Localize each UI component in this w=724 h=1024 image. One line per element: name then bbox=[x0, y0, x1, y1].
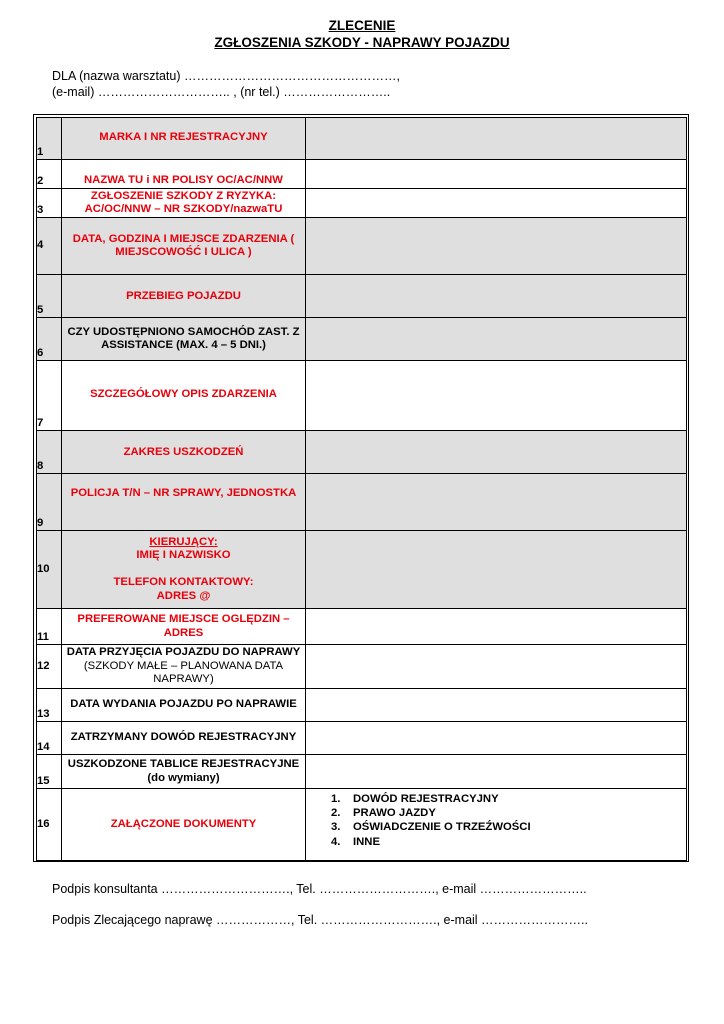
field-damage-scope[interactable] bbox=[306, 431, 687, 474]
field-mileage[interactable] bbox=[306, 275, 687, 318]
row-label-police: POLICJA T/N – NR SPRAWY, JEDNOSTKA bbox=[62, 474, 306, 531]
field-insurer-policy[interactable] bbox=[306, 160, 687, 189]
form-subtitle: ZGŁOSZENIA SZKODY - NAPRAWY POJAZDU bbox=[214, 35, 510, 50]
table-row bbox=[37, 318, 687, 361]
row-number: 5 bbox=[37, 275, 62, 318]
row-number: 16 bbox=[37, 789, 62, 861]
row-number: 6 bbox=[37, 318, 62, 361]
row-number: 2 bbox=[37, 160, 62, 189]
row-number: 1 bbox=[37, 118, 62, 160]
field-police[interactable] bbox=[306, 474, 687, 531]
row-number: 9 bbox=[37, 474, 62, 531]
row-label-damage-scope: ZAKRES USZKODZEŃ bbox=[62, 431, 306, 474]
row-number: 8 bbox=[37, 431, 62, 474]
table-row bbox=[37, 431, 687, 474]
consultant-signature-line[interactable]: Podpis konsultanta …………………………., Tel. ………………………., e-mail …………………….. bbox=[52, 882, 587, 896]
row-number: 4 bbox=[37, 218, 62, 275]
row-label-date-place: DATA, GODZINA I MIEJSCE ZDARZENIA ( MIEJSCOWOŚĆ I ULICA ) bbox=[62, 218, 306, 275]
row-label-damaged-plates: USZKODZONE TABLICE REJESTRACYJNE (do wymiany) bbox=[62, 755, 306, 789]
row-number: 3 bbox=[37, 189, 62, 218]
claim-form-table bbox=[36, 117, 687, 861]
row-label-claim-risk: ZGŁOSZENIE SZKODY Z RYZYKA: AC/OC/NNW – NR SZKODY/nazwaTU bbox=[62, 189, 306, 218]
row-number: 12 bbox=[37, 645, 62, 689]
driver-phone-label: TELEFON KONTAKTOWY: bbox=[113, 576, 254, 589]
row-label-retained-registration: ZATRZYMANY DOWÓD REJESTRACYJNY bbox=[62, 722, 306, 755]
field-registration[interactable] bbox=[306, 118, 687, 160]
table-row bbox=[37, 755, 687, 789]
table-row bbox=[37, 689, 687, 722]
row-label-description: SZCZEGÓŁOWY OPIS ZDARZENIA bbox=[62, 361, 306, 431]
table-row bbox=[37, 275, 687, 318]
table-row bbox=[37, 531, 687, 609]
driver-heading: KIERUJĄCY: bbox=[149, 535, 218, 548]
row-label-driver bbox=[62, 531, 306, 609]
table-row bbox=[37, 189, 687, 218]
admission-date-label-bold: DATA PRZYJĘCIA POJAZDU DO NAPRAWY bbox=[66, 646, 301, 659]
field-replacement-car[interactable] bbox=[306, 318, 687, 361]
field-release-date[interactable] bbox=[306, 689, 687, 722]
field-retained-registration[interactable] bbox=[306, 722, 687, 755]
list-item: 1. DOWÓD REJESTRACYJNY bbox=[331, 793, 499, 805]
table-row bbox=[37, 118, 687, 160]
field-damaged-plates[interactable] bbox=[306, 755, 687, 789]
driver-email-label: ADRES @ bbox=[156, 589, 211, 602]
attached-documents-cell bbox=[306, 789, 687, 861]
row-number: 15 bbox=[37, 755, 62, 789]
row-label-mileage: PRZEBIEG POJAZDU bbox=[62, 275, 306, 318]
admission-date-label-note: (SZKODY MAŁE – PLANOWANA DATA NAPRAWY) bbox=[83, 659, 284, 686]
field-driver[interactable] bbox=[306, 531, 687, 609]
row-label-attached-documents: ZAŁĄCZONE DOKUMENTY bbox=[62, 789, 306, 861]
row-label-insurer-policy: NAZWA TU i NR POLISY OC/AC/NNW bbox=[62, 160, 306, 189]
row-number: 11 bbox=[37, 609, 62, 645]
workshop-contact-line[interactable]: (e-mail) ………………………….. , (nr tel.) …………………….. bbox=[52, 85, 391, 99]
field-admission-date[interactable] bbox=[306, 645, 687, 689]
table-row bbox=[37, 474, 687, 531]
table-row bbox=[37, 722, 687, 755]
table-row bbox=[37, 789, 687, 861]
attached-documents-list bbox=[306, 789, 686, 849]
workshop-name-line[interactable]: DLA (nazwa warsztatu) ……………………………………………, bbox=[52, 69, 400, 83]
table-row bbox=[37, 609, 687, 645]
table-row bbox=[37, 160, 687, 189]
form-title: ZLECENIE bbox=[328, 18, 396, 33]
table-row bbox=[37, 218, 687, 275]
row-label-admission-date bbox=[62, 645, 306, 689]
row-number: 10 bbox=[37, 531, 62, 609]
list-item: 3. OŚWIADCZENIE O TRZEŹWOŚCI bbox=[331, 821, 531, 834]
row-label-registration: MARKA I NR REJESTRACYJNY bbox=[62, 118, 306, 160]
row-label-release-date: DATA WYDANIA POJAZDU PO NAPRAWIE bbox=[62, 689, 306, 722]
row-number: 14 bbox=[37, 722, 62, 755]
row-number: 13 bbox=[37, 689, 62, 722]
field-inspection-place[interactable] bbox=[306, 609, 687, 645]
row-label-replacement-car: CZY UDOSTĘPNIONO SAMOCHÓD ZAST. Z ASSISTANCE (MAX. 4 – 5 DNI.) bbox=[62, 318, 306, 361]
row-label-inspection-place: PREFEROWANE MIEJSCE OGLĘDZIN – ADRES bbox=[62, 609, 306, 645]
list-item: 4. INNE bbox=[331, 835, 380, 848]
row-number: 7 bbox=[37, 361, 62, 431]
field-claim-risk[interactable] bbox=[306, 189, 687, 218]
table-row bbox=[37, 361, 687, 431]
client-signature-line[interactable]: Podpis Zlecającego naprawę ………………, Tel. ………………………., e-mail …………………….. bbox=[52, 913, 589, 927]
list-item: 2. PRAWO JAZDY bbox=[331, 807, 436, 820]
driver-name-label: IMIĘ I NAZWISKO bbox=[136, 549, 231, 562]
field-description[interactable] bbox=[306, 361, 687, 431]
table-row bbox=[37, 645, 687, 689]
field-date-place[interactable] bbox=[306, 218, 687, 275]
